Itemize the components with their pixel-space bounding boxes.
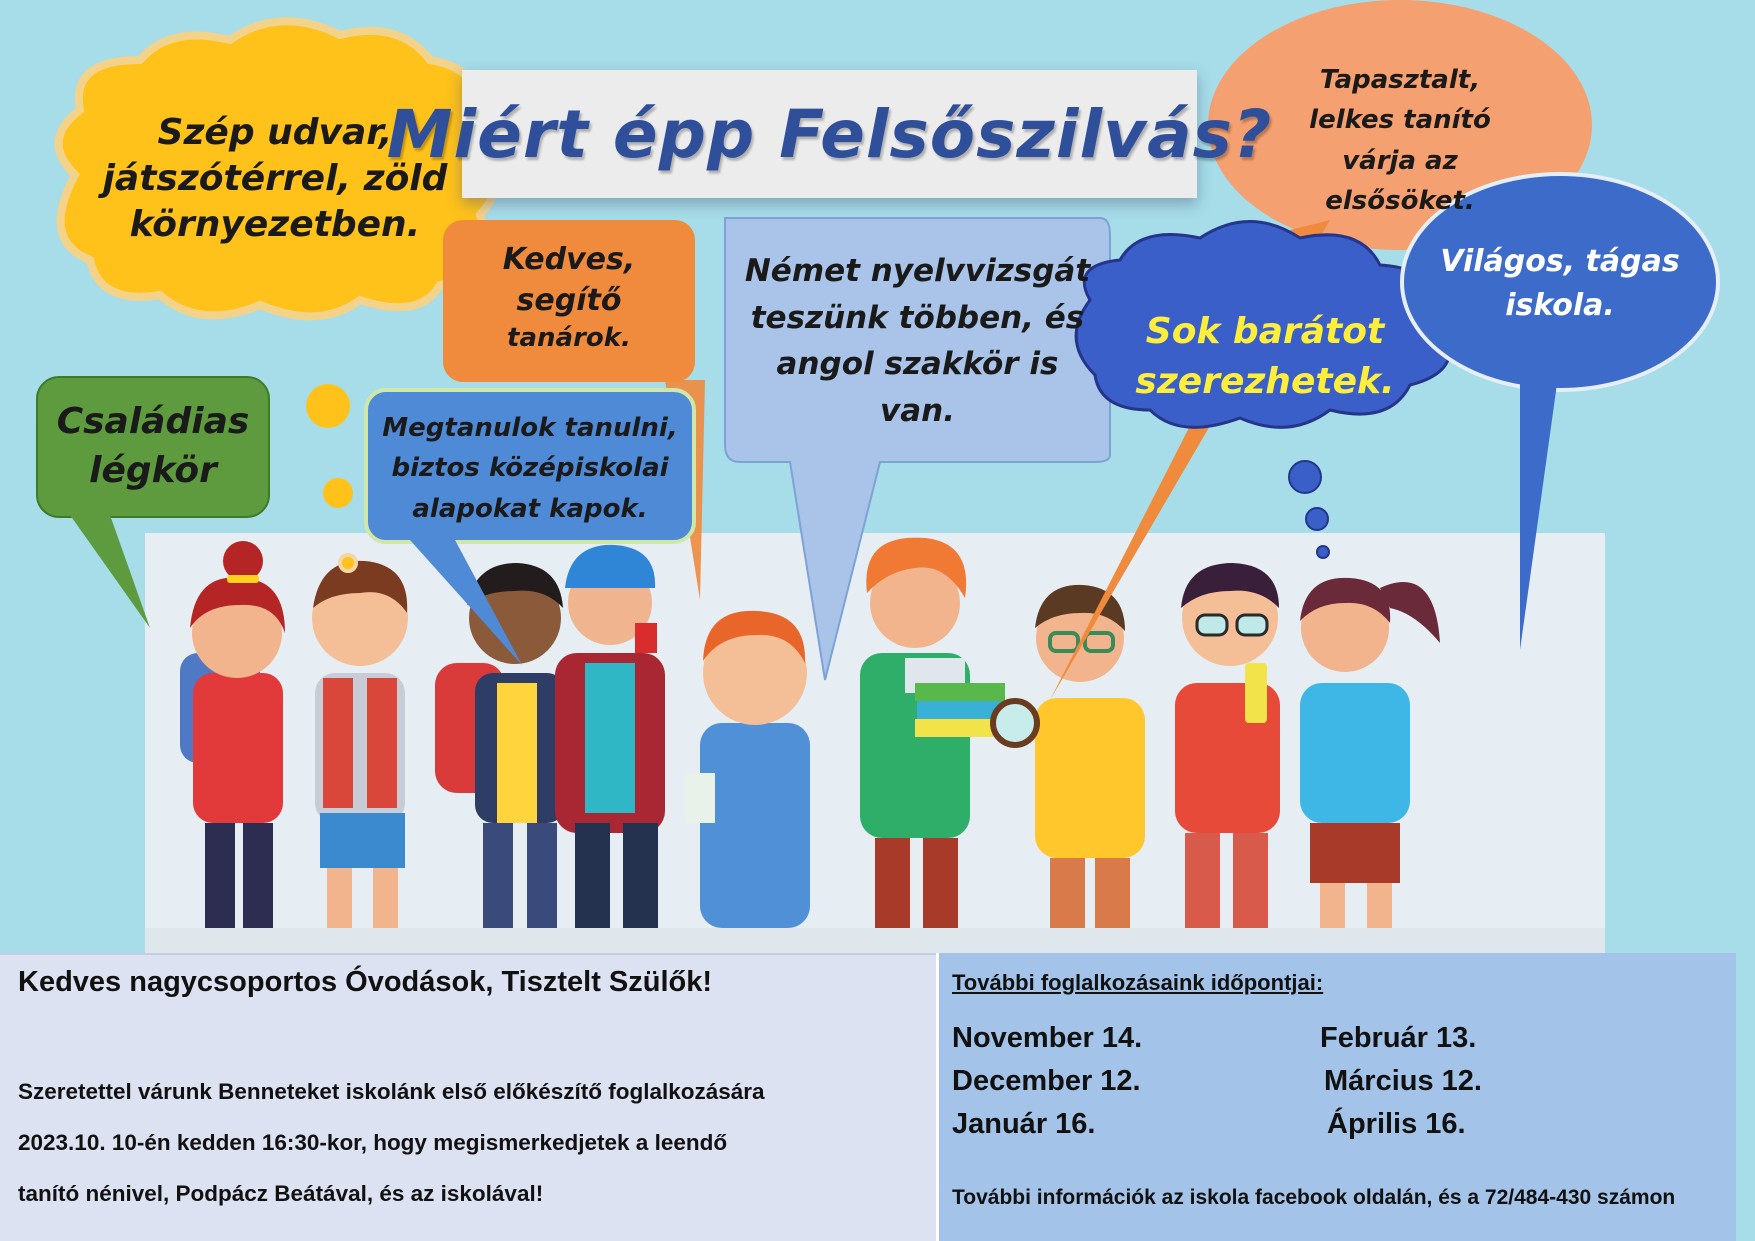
bubble-teachers-line: tanárok.: [507, 323, 631, 353]
bubble-yard-line: játszótérrel, zöld: [102, 158, 448, 200]
bubble-german-line: Német nyelvvizsgát: [744, 253, 1091, 289]
title-banner: [386, 70, 1273, 198]
bubble-family-line: Családias: [56, 401, 250, 442]
schedule-date: Február 13.: [1320, 1022, 1477, 1054]
bubble-teachers-line: Kedves,: [502, 242, 636, 277]
bubble-bright: [1425, 240, 1695, 327]
schedule-heading: További foglalkozásaink időpontjai:: [952, 970, 1324, 995]
bubble-yard-line: Szép udvar,: [157, 112, 393, 153]
bubble-yard-line: környezetben.: [129, 204, 421, 246]
bubble-experienced-line: elsősöket.: [1325, 185, 1475, 216]
bubble-german-line: angol szakkör is: [776, 346, 1059, 382]
bubble-friends: [1130, 307, 1400, 406]
schedule-date: November 14.: [952, 1022, 1143, 1054]
bubble-experienced-line: Tapasztalt,: [1319, 65, 1481, 95]
bubble-experienced-line: várja az: [1342, 145, 1458, 176]
bubble-bright-line: iskola.: [1505, 287, 1615, 323]
bubble-teachers-line: segítő: [516, 282, 622, 318]
bubble-friends-line: szerezhetek.: [1135, 360, 1395, 402]
bubble-learn-line: Megtanulok tanulni,: [382, 413, 678, 443]
schedule-date: Április 16.: [1327, 1108, 1466, 1140]
contact-info: További információk az iskola facebook oldalán, és a 72/484-430 számon: [952, 1186, 1676, 1209]
bubble-german-line: teszünk többen, és: [750, 299, 1085, 336]
bubble-learn-line: biztos középiskolai: [391, 453, 669, 484]
bubble-teachers: [455, 240, 683, 356]
bubble-learn-line: alapokat kapok.: [412, 493, 648, 524]
bubble-family: [45, 398, 261, 495]
schedule-date: Január 16.: [952, 1108, 1096, 1140]
bubble-family-line: légkör: [89, 449, 217, 491]
bubble-experienced-line: lelkes tanító: [1309, 105, 1491, 136]
invitation-line: 2023.10. 10-én kedden 16:30-kor, hogy megismerkedjetek a leendő: [18, 1130, 728, 1155]
schedule-date: December 12.: [952, 1065, 1141, 1097]
bubble-bright-line: Világos, tágas: [1440, 244, 1680, 279]
bubble-german: [735, 248, 1100, 434]
greeting-heading: Kedves nagycsoportos Óvodások, Tisztelt Szülők!: [18, 966, 713, 998]
bubble-friends-line: Sok barátot: [1145, 311, 1385, 352]
bubble-learn: [372, 408, 688, 529]
bubble-experienced: [1265, 60, 1535, 221]
invitation-line: Szeretettel várunk Benneteket iskolánk első előkészítő foglalkozására: [18, 1079, 765, 1104]
bubble-yard: [95, 110, 455, 248]
bubble-german-line: van.: [880, 392, 955, 429]
invitation-line: tanító nénivel, Podpácz Beátával, és az iskolával!: [18, 1181, 544, 1206]
schedule-date: Március 12.: [1324, 1065, 1482, 1097]
page-title: Miért épp Felsőszilvás?: [386, 95, 1273, 173]
